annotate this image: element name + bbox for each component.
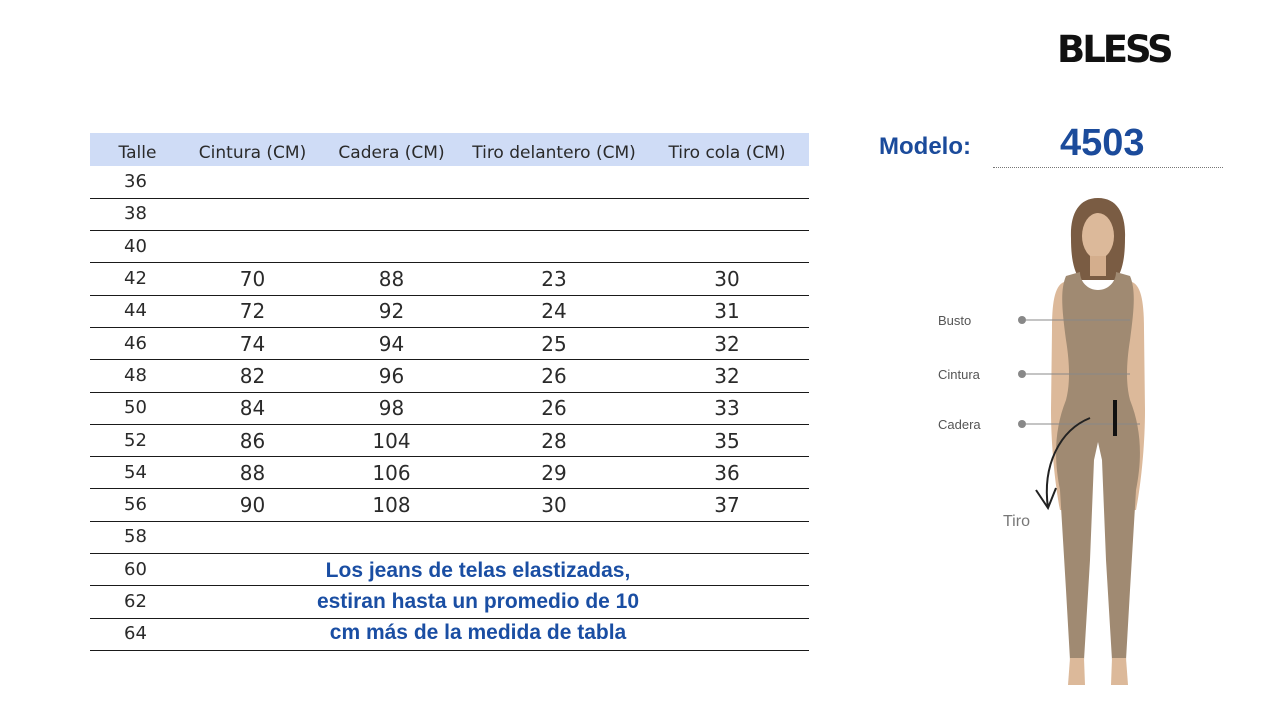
table-row — [90, 521, 809, 553]
tiro-cola-cell — [645, 521, 809, 553]
tiro-cola-cell: 32 — [645, 360, 809, 392]
table-row — [90, 295, 809, 327]
table-row — [90, 198, 809, 230]
cintura-cell: 86 — [185, 424, 320, 456]
tiro-cola-cell: 33 — [645, 392, 809, 424]
cadera-cell: 104 — [320, 424, 463, 456]
cintura-cell — [185, 521, 320, 553]
cadera-cell — [320, 521, 463, 553]
table-row — [90, 457, 809, 489]
table-row — [90, 360, 809, 392]
table-row — [90, 392, 809, 424]
cadera-cell: 92 — [320, 295, 463, 327]
cadera-cell: 98 — [320, 392, 463, 424]
cadera-cell — [320, 166, 463, 198]
table-row — [90, 263, 809, 295]
neck-shape — [1090, 256, 1106, 276]
cadera-cell — [320, 231, 463, 263]
cintura-cell: 88 — [185, 457, 320, 489]
talle-cell: 36 — [90, 166, 185, 198]
header-tiro-delantero: Tiro delantero (CM) — [463, 133, 645, 166]
label-cadera: Cadera — [938, 417, 981, 432]
header-cadera: Cadera (CM) — [320, 133, 463, 166]
cintura-cell: 74 — [185, 327, 320, 359]
cadera-cell: 96 — [320, 360, 463, 392]
right-foot-shape — [1111, 658, 1128, 685]
tiro-cola-cell — [645, 231, 809, 263]
talle-cell: 42 — [90, 263, 185, 295]
talle-cell: 50 — [90, 392, 185, 424]
tiro-delantero-cell: 28 — [463, 424, 645, 456]
tiro-delantero-cell: 25 — [463, 327, 645, 359]
face-shape — [1082, 213, 1114, 259]
tiro-delantero-cell: 24 — [463, 295, 645, 327]
cintura-cell: 70 — [185, 263, 320, 295]
table-row — [90, 231, 809, 263]
tiro-cola-cell: 30 — [645, 263, 809, 295]
note-line: Los jeans de telas elastizadas, — [325, 559, 631, 582]
talle-cell: 44 — [90, 295, 185, 327]
cintura-cell — [185, 231, 320, 263]
label-cintura: Cintura — [938, 367, 980, 382]
label-busto: Busto — [938, 313, 972, 328]
note-line: estiran hasta un promedio de 10 — [316, 590, 640, 613]
talle-cell: 54 — [90, 457, 185, 489]
tiro-cola-cell: 37 — [645, 489, 809, 521]
header-talle: Talle — [90, 133, 185, 166]
header-tiro-cola: Tiro cola (CM) — [645, 133, 809, 166]
tiro-delantero-cell — [463, 231, 645, 263]
tiro-delantero-cell: 26 — [463, 392, 645, 424]
cadera-dot — [1018, 420, 1026, 428]
model-underline — [993, 167, 1223, 168]
talle-cell: 46 — [90, 327, 185, 359]
body-measure-figure — [930, 190, 1180, 690]
table-header-row — [90, 133, 809, 166]
label-tiro: Tiro — [1003, 513, 1030, 530]
silhouette-illustration — [930, 190, 1180, 690]
tiro-cola-cell: 31 — [645, 295, 809, 327]
cintura-cell: 82 — [185, 360, 320, 392]
brand-logo: BLESS — [1057, 28, 1171, 71]
table-row — [90, 166, 809, 198]
model-number: 4503 — [1060, 122, 1145, 164]
cadera-cell: 106 — [320, 457, 463, 489]
tiro-cola-cell: 35 — [645, 424, 809, 456]
tiro-delantero-cell — [463, 166, 645, 198]
talle-cell: 48 — [90, 360, 185, 392]
talle-cell: 40 — [90, 231, 185, 263]
cadera-cell: 94 — [320, 327, 463, 359]
tiro-delantero-cell — [463, 198, 645, 230]
talle-cell: 38 — [90, 198, 185, 230]
tiro-delantero-cell: 26 — [463, 360, 645, 392]
bodysuit-shape — [1056, 272, 1140, 660]
table-row — [90, 327, 809, 359]
tiro-delantero-cell — [463, 521, 645, 553]
tiro-cola-cell — [645, 166, 809, 198]
talle-cell: 56 — [90, 489, 185, 521]
talle-cell: 64 — [90, 618, 185, 650]
cadera-cell: 88 — [320, 263, 463, 295]
tiro-cola-cell: 36 — [645, 457, 809, 489]
table-row — [90, 424, 809, 456]
cintura-cell — [185, 198, 320, 230]
tiro-cola-cell: 32 — [645, 327, 809, 359]
tiro-delantero-cell: 29 — [463, 457, 645, 489]
tiro-cola-cell — [645, 198, 809, 230]
tiro-delantero-cell: 23 — [463, 263, 645, 295]
talle-cell: 60 — [90, 554, 185, 586]
cintura-cell: 84 — [185, 392, 320, 424]
talle-cell: 62 — [90, 586, 185, 618]
cintura-cell: 72 — [185, 295, 320, 327]
cadera-cell: 108 — [320, 489, 463, 521]
header-cintura: Cintura (CM) — [185, 133, 320, 166]
busto-dot — [1018, 316, 1026, 324]
table-row — [90, 489, 809, 521]
stretch-note — [248, 555, 708, 648]
cintura-cell: 90 — [185, 489, 320, 521]
left-foot-shape — [1068, 658, 1085, 685]
cadera-cell — [320, 198, 463, 230]
model-label: Modelo: — [879, 133, 971, 160]
tiro-delantero-cell: 30 — [463, 489, 645, 521]
cintura-cell — [185, 166, 320, 198]
talle-cell: 58 — [90, 521, 185, 553]
note-line: cm más de la medida de tabla — [329, 621, 627, 644]
talle-cell: 52 — [90, 424, 185, 456]
cintura-dot — [1018, 370, 1026, 378]
